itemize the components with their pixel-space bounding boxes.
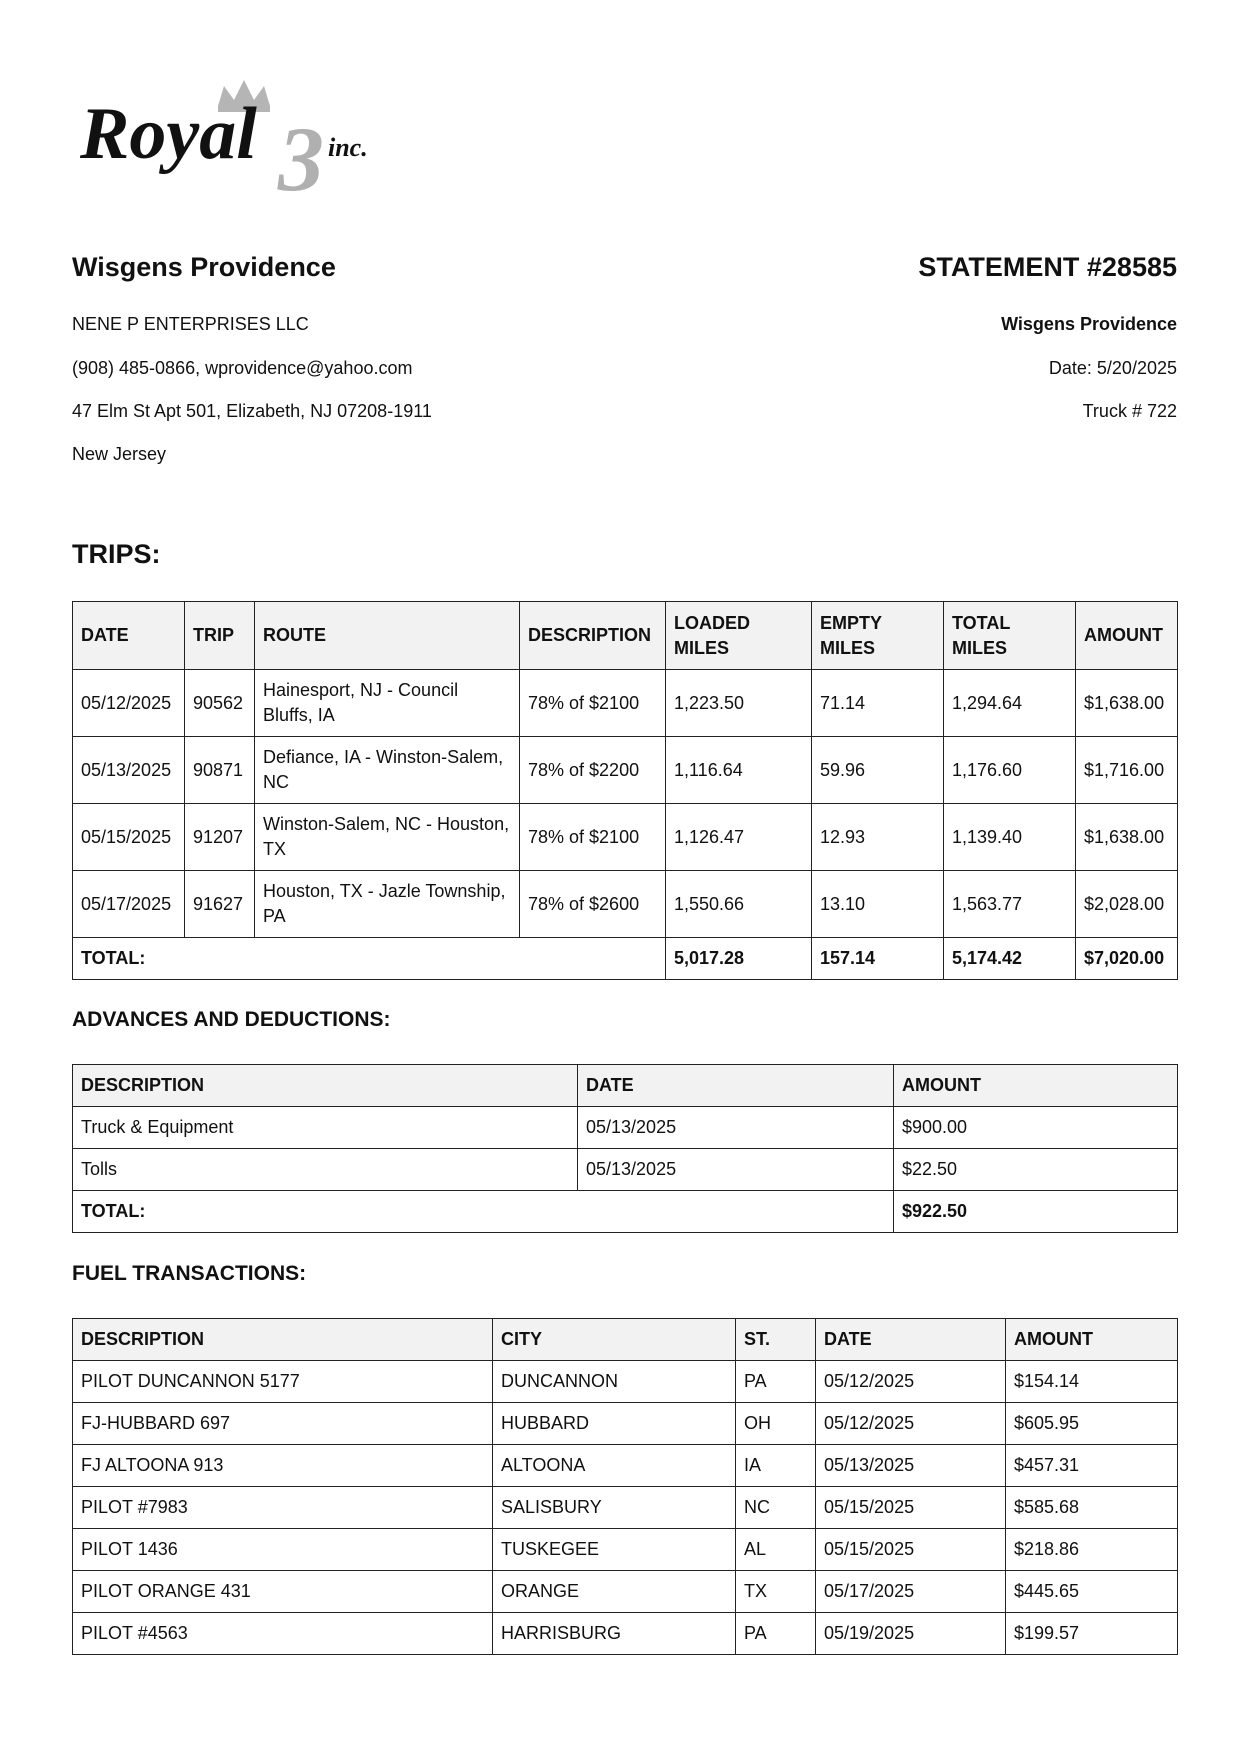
cell-route: Defiance, IA - Winston-Salem, NC [255,737,520,804]
col-loaded-miles: LOADED MILES [666,602,812,670]
company-logo [78,78,408,198]
col-amount: AMOUNT [1076,602,1178,670]
table-header-row [73,1065,1178,1107]
cell-amount: $445.65 [1006,1571,1178,1613]
cell-description: 78% of $2100 [520,804,666,871]
table-row [73,804,1178,871]
table-row [73,871,1178,938]
table-row [73,1529,1178,1571]
cell-state: TX [736,1571,816,1613]
royal3-logo [78,78,408,198]
fuel-title: FUEL TRANSACTIONS: [72,1262,307,1285]
col-date: DATE [578,1065,894,1107]
table-row [73,1613,1178,1655]
cell-empty-miles: 59.96 [812,737,944,804]
col-date: DATE [73,602,185,670]
cell-loaded-miles: 1,116.64 [666,737,812,804]
cell-description: 78% of $2200 [520,737,666,804]
cell-date: 05/12/2025 [816,1361,1006,1403]
cell-description: PILOT #7983 [73,1487,493,1529]
truck-number: Truck # 722 [1082,401,1177,421]
total-row [73,1191,1178,1233]
cell-trip: 90562 [185,670,255,737]
cell-state: PA [736,1361,816,1403]
cell-description: FJ ALTOONA 913 [73,1445,493,1487]
cell-amount: $1,638.00 [1076,670,1178,737]
cell-city: DUNCANNON [493,1361,736,1403]
total-row [73,938,1178,980]
total-total-miles: 5,174.42 [944,938,1076,980]
total-loaded-miles: 5,017.28 [666,938,812,980]
total-amount: $922.50 [894,1191,1178,1233]
cell-city: HUBBARD [493,1403,736,1445]
cell-description: Tolls [73,1149,578,1191]
logo-wordmark: Royal [80,93,257,175]
cell-empty-miles: 71.14 [812,670,944,737]
cell-amount: $22.50 [894,1149,1178,1191]
table-row [73,1487,1178,1529]
cell-description: Truck & Equipment [73,1107,578,1149]
col-description: DESCRIPTION [73,1065,578,1107]
col-trip: TRIP [185,602,255,670]
cell-loaded-miles: 1,223.50 [666,670,812,737]
col-date: DATE [816,1319,1006,1361]
total-label: TOTAL: [73,1191,894,1233]
cell-loaded-miles: 1,550.66 [666,871,812,938]
statement-info [918,250,1177,421]
cell-route: Hainesport, NJ - Council Bluffs, IA [255,670,520,737]
cell-amount: $154.14 [1006,1361,1178,1403]
col-city: CITY [493,1319,736,1361]
cell-amount: $1,638.00 [1076,804,1178,871]
cell-state: PA [736,1613,816,1655]
cell-description: PILOT #4563 [73,1613,493,1655]
cell-date: 05/17/2025 [73,871,185,938]
col-empty-miles: EMPTY MILES [812,602,944,670]
cell-description: 78% of $2100 [520,670,666,737]
cell-description: PILOT 1436 [73,1529,493,1571]
fuel-table [72,1318,1178,1655]
cell-city: TUSKEGEE [493,1529,736,1571]
table-row [73,1107,1178,1149]
cell-total-miles: 1,294.64 [944,670,1076,737]
contact-info: (908) 485-0866, wprovidence@yahoo.com [72,358,413,378]
table-row [73,1361,1178,1403]
table-row [73,1445,1178,1487]
col-total-miles: TOTAL MILES [944,602,1076,670]
cell-date: 05/12/2025 [73,670,185,737]
cell-date: 05/12/2025 [816,1403,1006,1445]
cell-city: ORANGE [493,1571,736,1613]
col-description: DESCRIPTION [73,1319,493,1361]
advances-title: ADVANCES AND DEDUCTIONS: [72,1008,391,1031]
col-amount: AMOUNT [894,1065,1178,1107]
cell-amount: $605.95 [1006,1403,1178,1445]
cell-total-miles: 1,176.60 [944,737,1076,804]
cell-trip: 91627 [185,871,255,938]
statement-date: Date: 5/20/2025 [1048,358,1177,378]
cell-amount: $218.86 [1006,1529,1178,1571]
cell-total-miles: 1,563.77 [944,871,1076,938]
cell-description: FJ-HUBBARD 697 [73,1403,493,1445]
cell-amount: $457.31 [1006,1445,1178,1487]
address: 47 Elm St Apt 501, Elizabeth, NJ 07208-1911 [72,401,432,421]
trips-title: TRIPS: [72,539,161,569]
cell-state: IA [736,1445,816,1487]
logo-mark: 3 [278,108,324,198]
cell-date: 05/13/2025 [816,1445,1006,1487]
cell-date: 05/13/2025 [73,737,185,804]
state: New Jersey [72,444,167,464]
table-row [73,1571,1178,1613]
cell-route: Winston-Salem, NC - Houston, TX [255,804,520,871]
company-name: NENE P ENTERPRISES LLC [72,314,309,334]
table-row [73,1149,1178,1191]
cell-amount: $900.00 [894,1107,1178,1149]
total-amount: $7,020.00 [1076,938,1178,980]
driver-info [72,250,432,464]
cell-amount: $1,716.00 [1076,737,1178,804]
cell-trip: 91207 [185,804,255,871]
cell-empty-miles: 12.93 [812,804,944,871]
cell-date: 05/19/2025 [816,1613,1006,1655]
cell-date: 05/13/2025 [578,1107,894,1149]
cell-amount: $585.68 [1006,1487,1178,1529]
cell-state: AL [736,1529,816,1571]
cell-description: PILOT DUNCANNON 5177 [73,1361,493,1403]
advances-table [72,1064,1178,1233]
cell-date: 05/13/2025 [578,1149,894,1191]
cell-date: 05/15/2025 [816,1487,1006,1529]
col-route: ROUTE [255,602,520,670]
cell-amount: $199.57 [1006,1613,1178,1655]
cell-date: 05/15/2025 [73,804,185,871]
statement-name: Wisgens Providence [1001,314,1177,334]
table-header-row [73,602,1178,670]
cell-state: NC [736,1487,816,1529]
cell-city: ALTOONA [493,1445,736,1487]
statement-title: STATEMENT #28585 [918,252,1177,282]
cell-amount: $2,028.00 [1076,871,1178,938]
cell-state: OH [736,1403,816,1445]
cell-empty-miles: 13.10 [812,871,944,938]
cell-trip: 90871 [185,737,255,804]
table-row [73,737,1178,804]
cell-loaded-miles: 1,126.47 [666,804,812,871]
cell-date: 05/15/2025 [816,1529,1006,1571]
table-row [73,1403,1178,1445]
trips-table [72,601,1178,980]
cell-date: 05/17/2025 [816,1571,1006,1613]
cell-route: Houston, TX - Jazle Township, PA [255,871,520,938]
cell-city: SALISBURY [493,1487,736,1529]
table-header-row [73,1319,1178,1361]
col-amount: AMOUNT [1006,1319,1178,1361]
col-state: ST. [736,1319,816,1361]
cell-city: HARRISBURG [493,1613,736,1655]
total-label: TOTAL: [73,938,666,980]
table-row [73,670,1178,737]
total-empty-miles: 157.14 [812,938,944,980]
cell-total-miles: 1,139.40 [944,804,1076,871]
driver-name: Wisgens Providence [72,252,336,282]
cell-description: 78% of $2600 [520,871,666,938]
col-description: DESCRIPTION [520,602,666,670]
cell-description: PILOT ORANGE 431 [73,1571,493,1613]
logo-suffix: inc. [328,133,368,162]
